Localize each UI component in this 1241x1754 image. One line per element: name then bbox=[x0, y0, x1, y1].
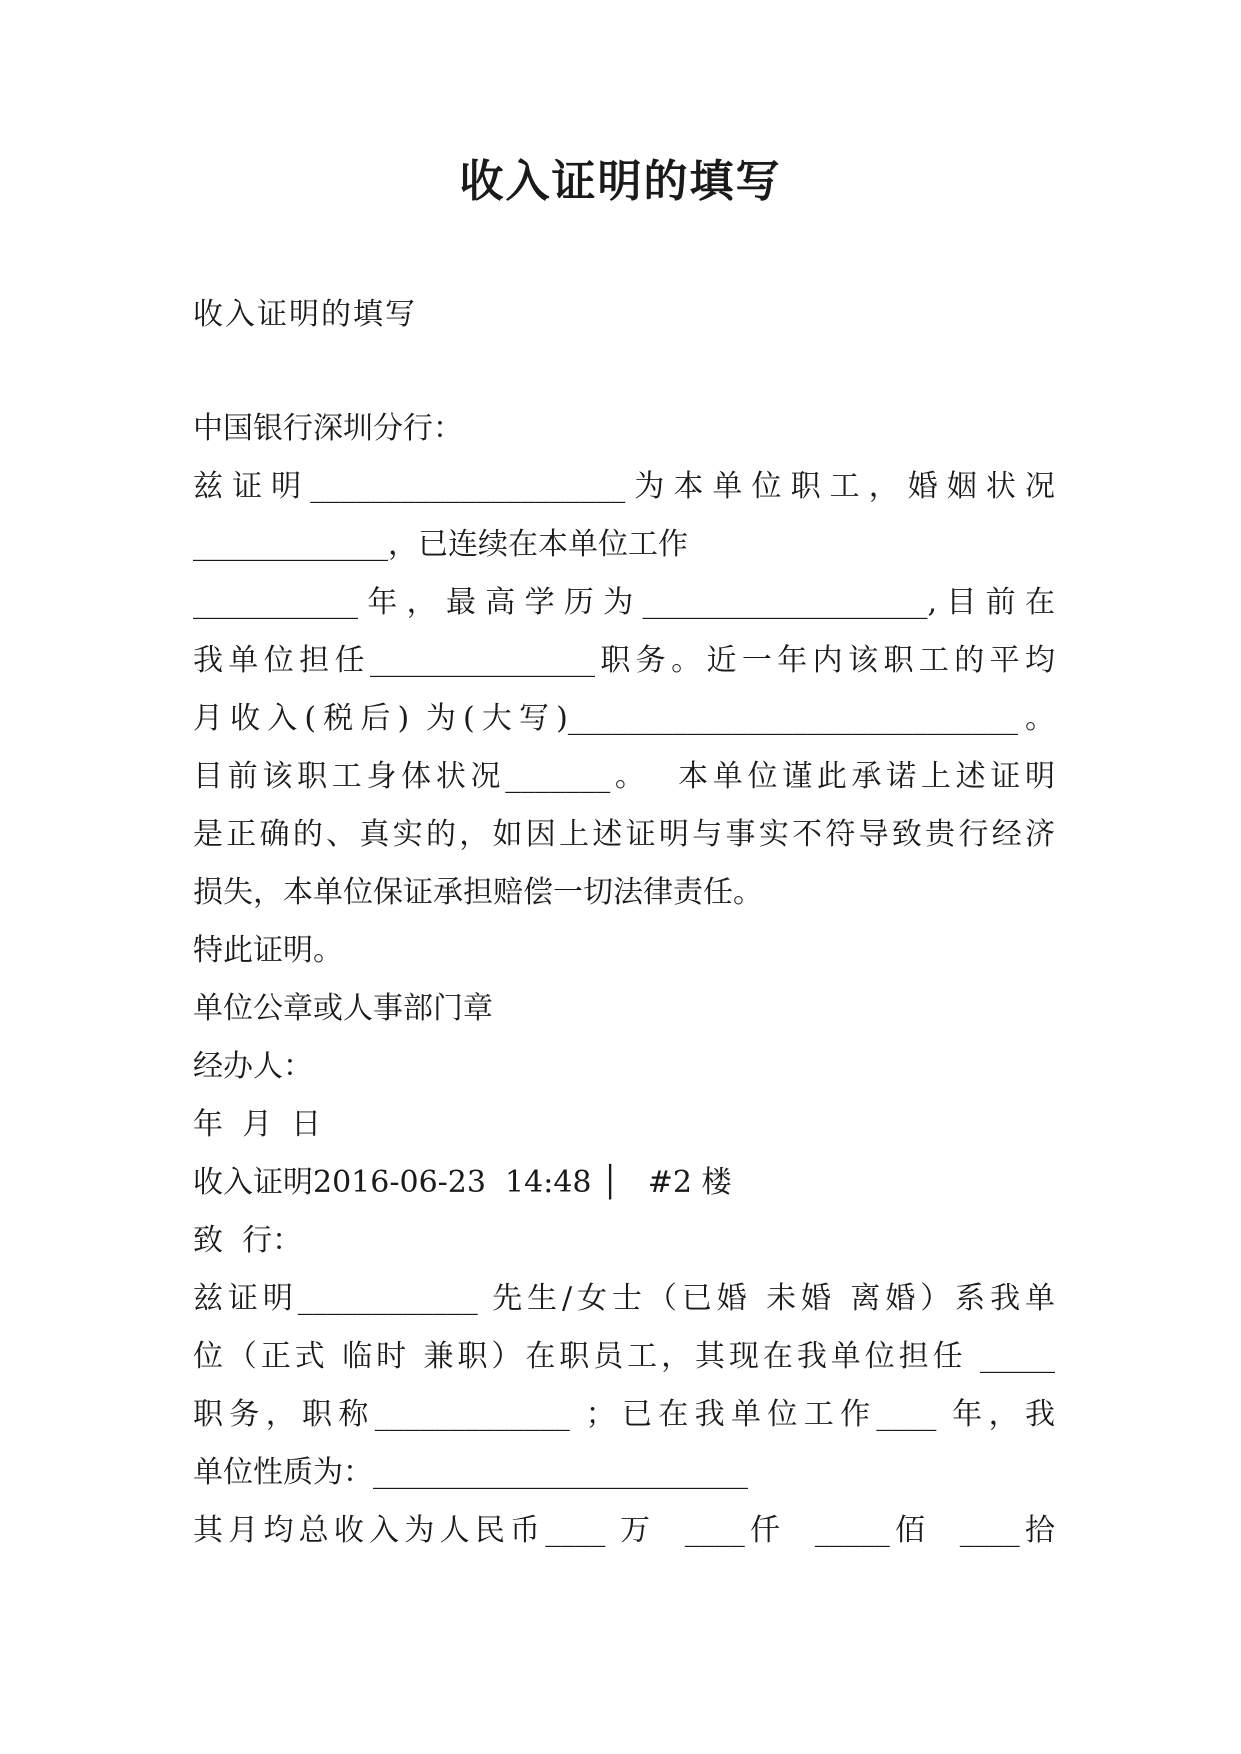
seal-line: 单位公章或人事部门章 bbox=[193, 991, 493, 1026]
post-header: 收入证明2016-06-23 14:48 │ #2 楼 bbox=[193, 1165, 732, 1200]
handler-line: 经办人： bbox=[193, 1049, 313, 1084]
body-line: 我单位担任_______________职务。近一年内该职工的平均 bbox=[193, 643, 1055, 678]
document-body bbox=[193, 286, 1055, 1560]
page-title: 收入证明的填写 bbox=[459, 156, 782, 207]
document-subtitle: 收入证明的填写 bbox=[193, 297, 417, 332]
body-line: 兹证明_____________________为本单位职工，婚姻状况 bbox=[193, 469, 1055, 504]
body-line: _____________，已连续在本单位工作 bbox=[193, 527, 688, 562]
addressee-line: 致 行： bbox=[193, 1223, 303, 1258]
addressee-line: 中国银行深圳分行： bbox=[193, 411, 463, 446]
body-line: 单位性质为：_________________________ bbox=[193, 1455, 748, 1490]
body-line: 是正确的、真实的，如因上述证明与事实不符导致贵行经济 bbox=[193, 817, 1055, 852]
body-line: 位（正式 临时 兼职）在职员工，其现在我单位担任 _____ bbox=[193, 1339, 1055, 1374]
body-line: 月收入(税后) 为(大写)______________________________。 bbox=[193, 701, 1055, 736]
body-line: 目前该职工身体状况_______。 本单位谨此承诺上述证明 bbox=[193, 759, 1055, 794]
body-line: 其月均总收入为人民币____ 万 ____仟 _____佰 ____拾 bbox=[193, 1513, 1055, 1548]
spacer bbox=[193, 344, 1055, 400]
body-line: 职务，职称_____________ ；已在我单位工作____ 年，我 bbox=[193, 1397, 1055, 1432]
date-line: 年 月 日 bbox=[193, 1107, 322, 1142]
closing-line: 特此证明。 bbox=[193, 933, 343, 968]
body-line: 损失，本单位保证承担赔偿一切法律责任。 bbox=[193, 875, 763, 910]
body-line: 兹证明____________ 先生/女士（已婚 未婚 离婚）系我单 bbox=[193, 1281, 1055, 1316]
body-line: ___________年，最高学历为___________________,目前在 bbox=[193, 585, 1055, 620]
